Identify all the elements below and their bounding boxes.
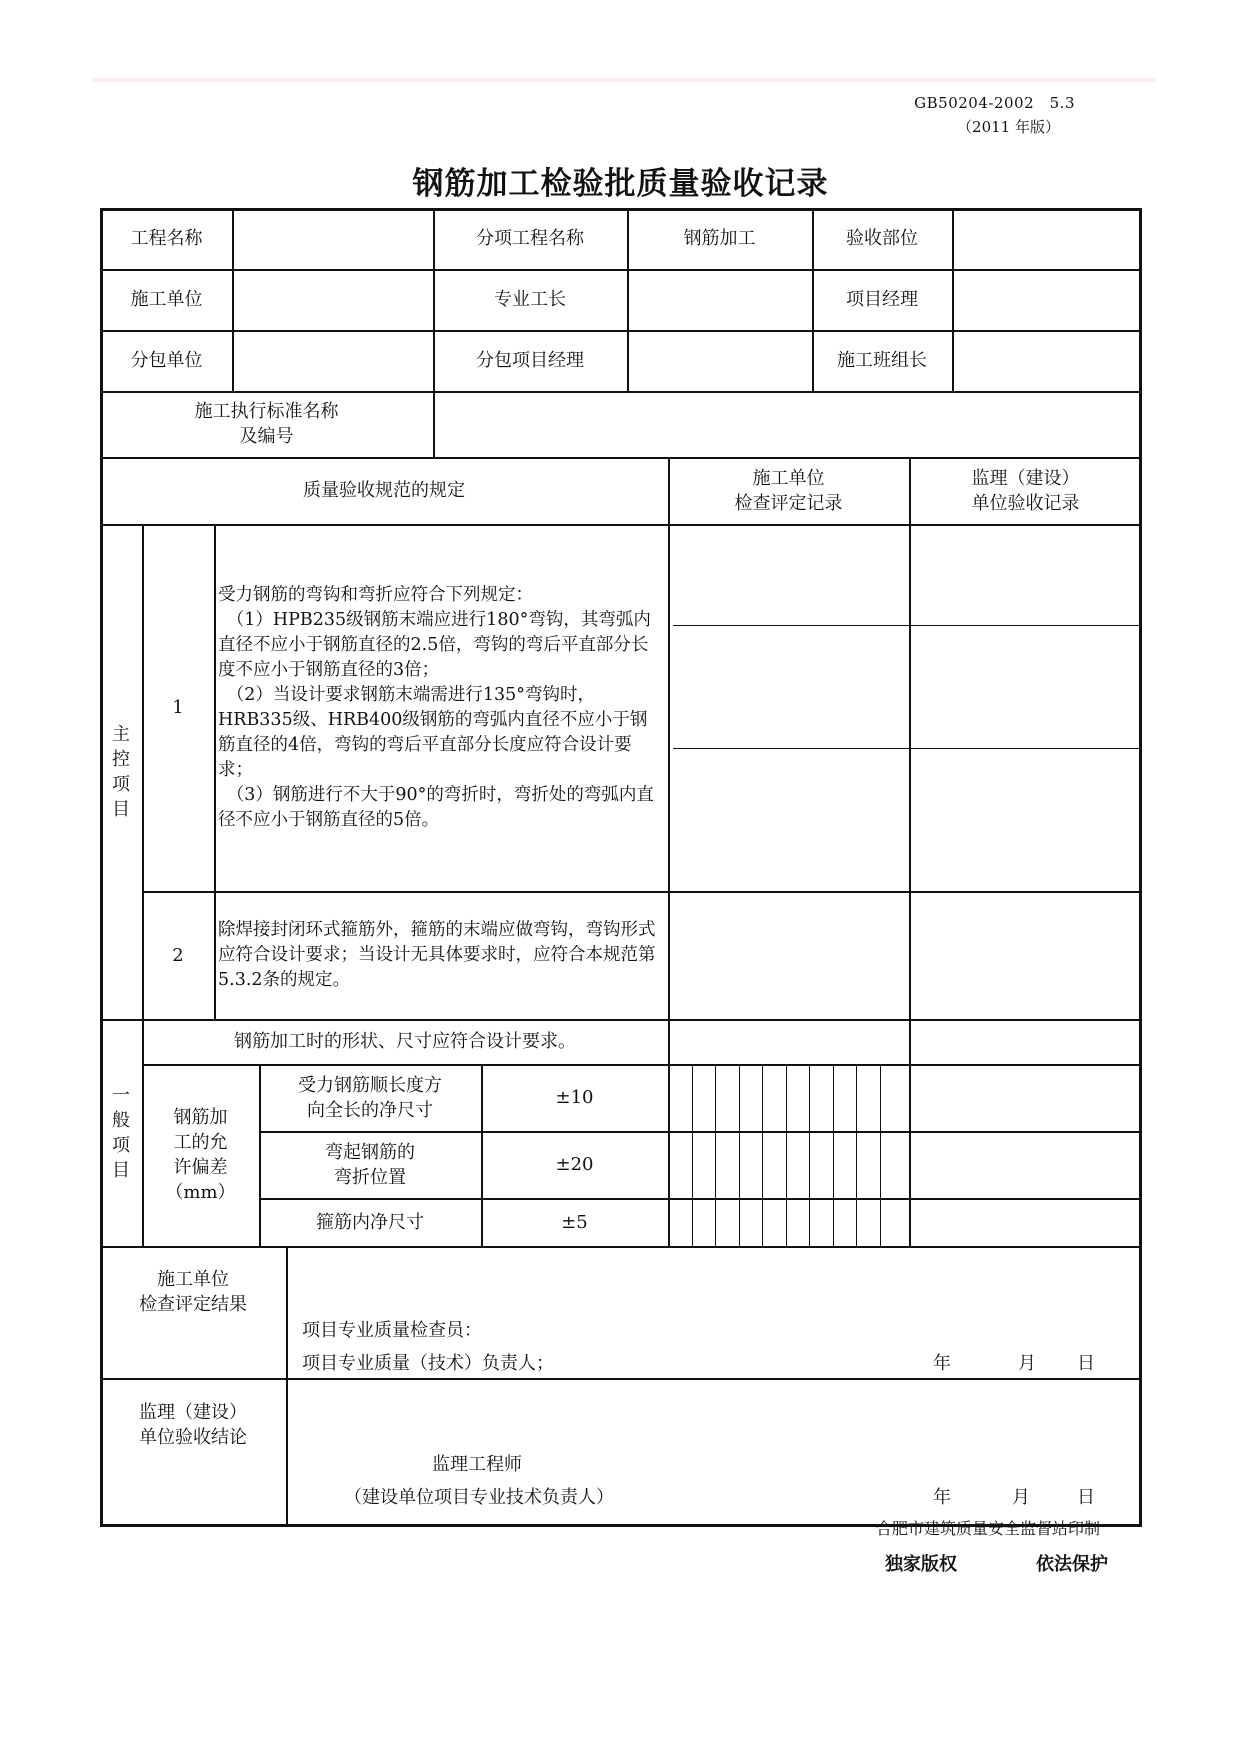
deviation-tolerance-1: ±10 xyxy=(555,1087,594,1108)
deviation-item-1: 受力钢筋顺长度方 向全长的净尺寸 xyxy=(298,1074,442,1121)
acceptance-location-field[interactable] xyxy=(952,208,1142,269)
main-item-2-text: 除焊接封闭环式箍筋外，箍筋的末端应做弯钩，弯钩形式应符合设计要求；当设计无具体要求时，应符合本规范第5.3.2条的规定。 xyxy=(218,919,656,990)
grid-v5 xyxy=(786,1064,787,1246)
grid-v1 xyxy=(692,1064,693,1246)
supervision-engineer-line: 监理工程师 xyxy=(432,1454,522,1475)
grid-v7 xyxy=(833,1064,834,1246)
spec-header: 质量验收规范的规定 xyxy=(303,480,465,501)
project-manager-field[interactable] xyxy=(952,269,1142,330)
page-title: 钢筋加工检验批质量验收记录 xyxy=(412,166,829,202)
supervisor-date-month: 月 xyxy=(1012,1487,1030,1508)
rule-h7 xyxy=(673,748,1142,749)
supervision-engineer-note: （建设单位项目专业技术负责人） xyxy=(344,1487,614,1508)
sub-project-field[interactable]: 钢筋加工 xyxy=(683,228,756,249)
subcontractor-label: 分包单位 xyxy=(130,350,203,371)
top-decor-line xyxy=(92,78,1156,82)
general-label: 一 般 项 目 xyxy=(112,1084,130,1181)
team-leader-label: 施工班组长 xyxy=(837,350,927,371)
grid-v4 xyxy=(762,1064,763,1246)
sub-project-label: 分项工程名称 xyxy=(476,228,584,249)
main-item-2-no: 2 xyxy=(172,944,184,966)
contractor-field[interactable] xyxy=(233,269,433,330)
deviation-tolerance-3: ±5 xyxy=(561,1211,588,1233)
general-requirement: 钢筋加工时的形状、尺寸应符合设计要求。 xyxy=(234,1031,576,1052)
rule-v12 xyxy=(286,1246,288,1527)
contractor-date-month: 月 xyxy=(1018,1353,1036,1374)
foreman-label: 专业工长 xyxy=(494,289,566,310)
sub-manager-label: 分包项目经理 xyxy=(476,350,584,371)
subcontractor-field[interactable] xyxy=(233,330,433,391)
contractor-label: 施工单位 xyxy=(130,289,203,310)
contractor-date-year: 年 xyxy=(933,1353,951,1374)
rule-v6 xyxy=(668,457,670,1247)
rule-v9 xyxy=(214,524,216,1019)
grid-v8 xyxy=(856,1064,857,1246)
grid-v2 xyxy=(715,1064,716,1246)
contractor-result-label: 施工单位 检查评定结果 xyxy=(139,1269,247,1315)
rule-v7 xyxy=(909,457,911,1247)
supervisor-result-label: 监理（建设） 单位验收结论 xyxy=(139,1401,247,1448)
acceptance-location-label: 验收部位 xyxy=(846,228,918,249)
project-manager-label: 项目经理 xyxy=(846,289,918,310)
main-control-label: 主 控 项 目 xyxy=(112,723,130,820)
copyright-text-2: 依法保护 xyxy=(1036,1554,1108,1575)
supervisor-check-header: 监理（建设） 单位验收记录 xyxy=(971,467,1080,514)
sub-manager-field[interactable] xyxy=(627,330,812,391)
deviation-label: 钢筋加 工的允 许偏差 （mm） xyxy=(165,1107,236,1203)
supervisor-date-year: 年 xyxy=(933,1487,951,1508)
deviation-item-3: 箍筋内净尺寸 xyxy=(316,1211,424,1233)
grid-v3 xyxy=(739,1064,740,1246)
quality-responsible-line: 项目专业质量（技术）负责人； xyxy=(302,1353,554,1374)
contractor-date-day: 日 xyxy=(1077,1353,1095,1374)
team-leader-field[interactable] xyxy=(952,330,1142,391)
grid-v6 xyxy=(809,1064,810,1246)
contractor-check-header: 施工单位 检查评定记录 xyxy=(734,467,843,514)
standard-label: 施工执行标准名称 及编号 xyxy=(194,401,339,447)
rule-h6 xyxy=(673,625,1142,626)
main-item-1-text: 受力钢筋的弯钩和弯折应符合下列规定： （1）HPB235级钢筋末端应进行180°弯钩，其弯弧内直径不应小于钢筋直径的2.5倍，弯钩的弯后平直部分长度不应小于钢筋直径的3倍； （2）当设计要求钢筋末端需进行135°弯钩时，HRB335级、HRB400级钢筋的弯弧内直径不应小于钢筋直径的4倍，弯钩的弯后平直部分长度应符合设计要求； （3）钢筋进行不大于90°的弯折时，弯折处的弯弧内直径不应小于钢筋直径的5倍。 xyxy=(218,584,654,830)
supervisor-date-day: 日 xyxy=(1077,1487,1095,1508)
standard-field[interactable] xyxy=(433,391,1142,457)
deviation-tolerance-2: ±20 xyxy=(555,1154,594,1175)
project-name-label: 工程名称 xyxy=(130,228,203,249)
deviation-item-2: 弯起钢筋的 弯折位置 xyxy=(325,1141,415,1188)
grid-v9 xyxy=(880,1064,881,1246)
foreman-field[interactable] xyxy=(627,269,812,330)
project-name-field[interactable] xyxy=(233,208,433,269)
main-item-1-no: 1 xyxy=(172,697,184,718)
standard-code: GB50204-2002 5.3 xyxy=(914,94,1075,112)
copyright-text-1: 独家版权 xyxy=(885,1554,957,1575)
printer-note: 合肥市建筑质量安全监督站印制 xyxy=(876,1519,1101,1538)
standard-edition: （2011 年版） xyxy=(957,118,1060,136)
quality-inspector-line: 项目专业质量检查员： xyxy=(302,1320,482,1341)
